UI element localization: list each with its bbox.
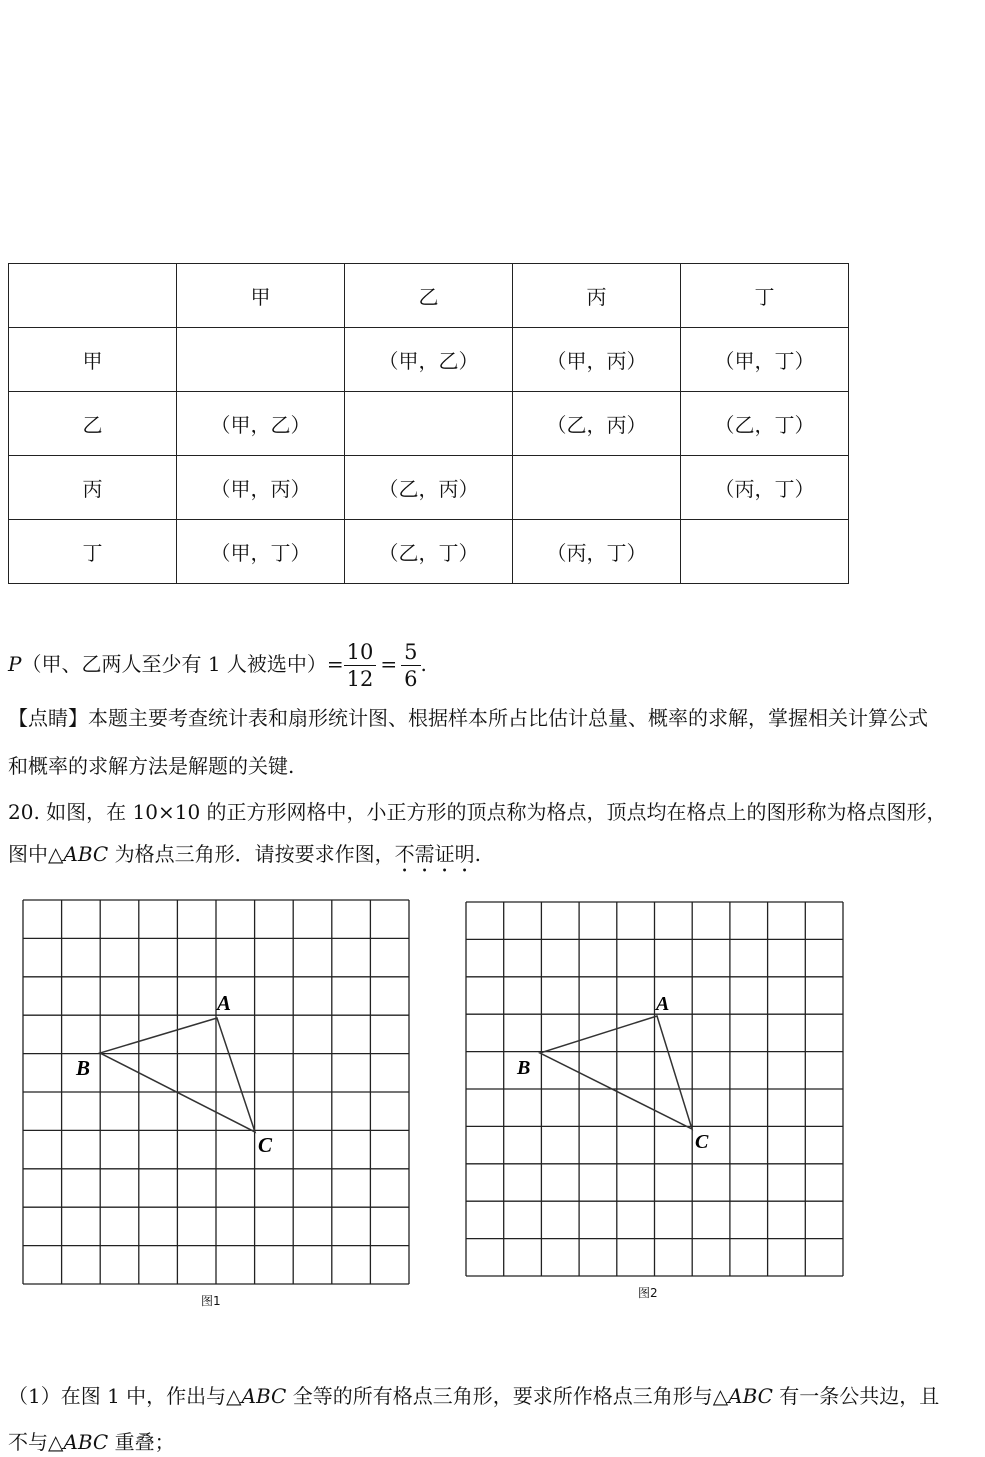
triangle-name: ABC <box>241 1384 287 1408</box>
table-cell <box>177 328 345 392</box>
equals-sign: = <box>380 652 398 676</box>
table-cell: （甲，丙） <box>513 328 681 392</box>
text: . <box>474 842 481 866</box>
triangle-name: ABC <box>728 1384 773 1408</box>
triangle-abc <box>540 1016 692 1129</box>
period: . <box>420 652 427 676</box>
label-b: B <box>517 1057 531 1079</box>
table-cell: （甲，丁） <box>177 520 345 584</box>
table-cell: 乙 <box>9 392 177 456</box>
comment-line-1: 【点睛】本题主要考查统计表和扇形统计图、根据样本所占比估计总量、概率的求解，掌握相关计算公式 <box>8 706 928 730</box>
part-1-line-1 <box>8 1381 939 1411</box>
question-20-line-2 <box>8 839 481 877</box>
label-b: B <box>76 1056 91 1080</box>
text: 重叠； <box>108 1430 175 1454</box>
text: 为格点三角形．请按要求作图， <box>108 842 395 866</box>
table-cell: 丁 <box>681 264 849 328</box>
label-c: C <box>695 1131 709 1153</box>
pair-table <box>8 263 849 584</box>
table-cell: 丁 <box>9 520 177 584</box>
fraction-numerator: 5 <box>401 639 420 666</box>
fraction-numerator: 10 <box>344 639 377 666</box>
grid-figure-1 <box>0 880 440 1320</box>
triangle-name: ABC <box>63 1430 109 1454</box>
table-row <box>9 392 849 456</box>
text: 全等的所有格点三角形，要求所作格点三角形与△ <box>286 1384 729 1408</box>
table-cell: 丙 <box>513 264 681 328</box>
fraction-denominator: 12 <box>346 667 374 691</box>
table-cell: 甲 <box>9 328 177 392</box>
part-1-line-2 <box>8 1427 175 1457</box>
table-cell <box>681 520 849 584</box>
table-row <box>9 520 849 584</box>
table-cell: （乙，丙） <box>513 392 681 456</box>
figure-2-caption: 图2 <box>638 1286 658 1300</box>
text: 有一条公共边，且 <box>772 1384 940 1408</box>
table-cell: （乙，丁） <box>345 520 513 584</box>
comment-line-2: 和概率的求解方法是解题的关键. <box>8 754 295 778</box>
question-20-line-1: 20. 如图，在 10×10 的正方形网格中，小正方形的顶点称为格点，顶点均在格点上的图形称为格点图形， <box>8 800 947 824</box>
grid-lines <box>23 900 409 1284</box>
label-c: C <box>258 1133 273 1157</box>
table-cell <box>513 456 681 520</box>
table-cell: 甲 <box>177 264 345 328</box>
table-header-row <box>9 264 849 328</box>
table-cell: 丙 <box>9 456 177 520</box>
fraction-5-6 <box>401 639 420 692</box>
table-cell: 乙 <box>345 264 513 328</box>
table-cell: （甲，丙） <box>177 456 345 520</box>
probability-event: （甲、乙两人至少有 1 人被选中）= <box>21 652 344 676</box>
table-cell: （甲，乙） <box>345 328 513 392</box>
label-a: A <box>656 993 670 1015</box>
text: （1）在图 1 中，作出与△ <box>8 1384 242 1408</box>
table-cell: （丙，丁） <box>681 456 849 520</box>
triangle-name: ABC <box>63 842 109 866</box>
table-cell: （甲，丁） <box>681 328 849 392</box>
grid-figure-2 <box>440 880 860 1300</box>
table-cell <box>9 264 177 328</box>
text: 图中△ <box>8 842 64 866</box>
table-cell: （甲，乙） <box>177 392 345 456</box>
table-cell <box>345 392 513 456</box>
fraction-denominator: 6 <box>404 667 418 691</box>
table-cell: （乙，丁） <box>681 392 849 456</box>
fraction-10-12 <box>344 639 377 692</box>
table-row <box>9 328 849 392</box>
grid-lines <box>466 902 843 1276</box>
figure-1-caption: 图1 <box>201 1294 221 1308</box>
probability-symbol: P <box>8 652 22 676</box>
table-row <box>9 456 849 520</box>
table-cell: （乙，丙） <box>345 456 513 520</box>
label-a: A <box>217 991 232 1015</box>
probability-line <box>8 634 427 694</box>
table-cell: （丙，丁） <box>513 520 681 584</box>
text: 不与△ <box>8 1430 64 1454</box>
emphasized-text: 不需证明 <box>394 842 475 866</box>
